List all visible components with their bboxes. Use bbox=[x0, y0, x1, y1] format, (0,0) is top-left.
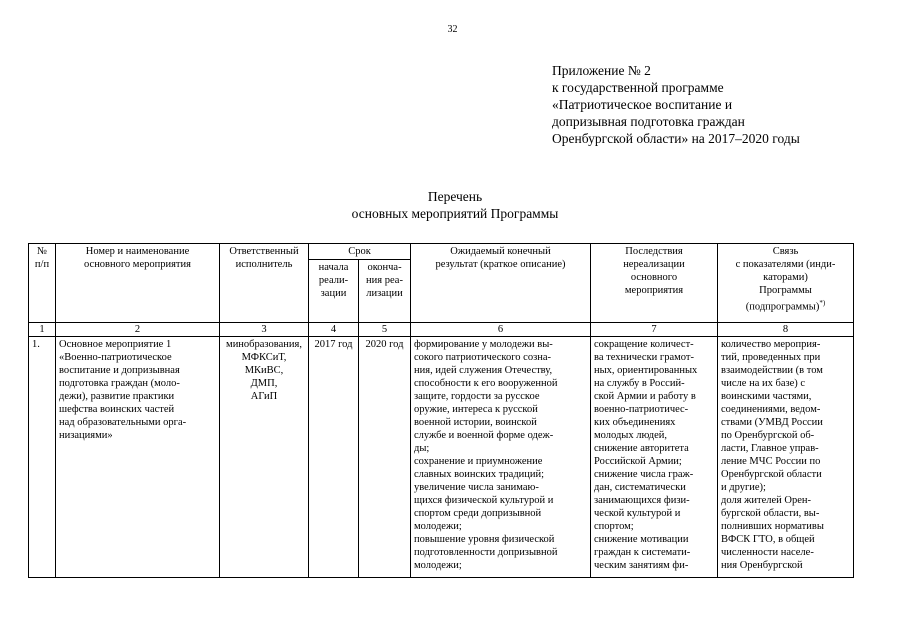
cell-line: увеличение числа занимаю- bbox=[414, 482, 539, 493]
cell-line: ния, идей служения Отечеству, bbox=[414, 365, 553, 376]
cell-line: ласти, Главное управ- bbox=[721, 443, 819, 454]
column-number: 1 bbox=[29, 323, 56, 337]
cell-line: военной истории, воинской bbox=[414, 417, 537, 428]
row-start-year: 2017 год bbox=[309, 337, 359, 578]
cell-line: над образовательными орга- bbox=[59, 417, 187, 428]
measures-table bbox=[28, 243, 854, 578]
cell-line: молодежи; bbox=[414, 521, 462, 532]
cell-line: ких объединениях bbox=[594, 417, 676, 428]
appendix-line: к государственной программе bbox=[552, 80, 724, 95]
cell-line: воинскими частями, bbox=[721, 391, 812, 402]
cell-line: Российской Армии; bbox=[594, 456, 682, 467]
cell-line: ческим занятиям фи- bbox=[594, 560, 689, 571]
header-text: Связь bbox=[772, 246, 799, 257]
cell-line: ных, ориентированных bbox=[594, 365, 698, 376]
header-row bbox=[29, 244, 854, 260]
cell-line: снижение мотивации bbox=[594, 534, 689, 545]
cell-line: снижение авторитета bbox=[594, 443, 689, 454]
header-text: каторами) bbox=[763, 272, 808, 283]
header-text: Ответственный bbox=[229, 246, 299, 257]
cell-line: подготовленности допризывной bbox=[414, 547, 558, 558]
header-text: оконча- bbox=[367, 262, 402, 273]
cell-line: дежи), развитие практики bbox=[59, 391, 175, 402]
header-text: мероприятия bbox=[624, 285, 684, 296]
header-consequences bbox=[591, 244, 718, 323]
cell-line: повышение уровня физической bbox=[414, 534, 555, 545]
cell-line: службе и военной форме одеж- bbox=[414, 430, 554, 441]
cell-line: граждан к системати- bbox=[594, 547, 691, 558]
footnote-marker: *) bbox=[819, 299, 826, 307]
cell-line: Оренбургской области bbox=[721, 469, 822, 480]
appendix-line: Оренбургской области» на 2017–2020 годы bbox=[552, 131, 800, 146]
appendix-line: допризывная подготовка граждан bbox=[552, 114, 745, 129]
cell-line: воспитание и допризывная bbox=[59, 365, 180, 376]
column-number: 7 bbox=[591, 323, 718, 337]
cell-line: снижение числа граж- bbox=[594, 469, 694, 480]
cell-line: способности к его вооруженной bbox=[414, 378, 558, 389]
cell-line: спортом; bbox=[594, 521, 634, 532]
cell-line: молодежи; bbox=[414, 560, 462, 571]
header-text: № bbox=[36, 246, 48, 257]
header-text: ния реа- bbox=[366, 275, 403, 286]
cell-line: минобразования, bbox=[226, 339, 302, 350]
header-text bbox=[721, 297, 850, 314]
header-link bbox=[718, 244, 854, 323]
cell-line: сокращение количест- bbox=[594, 339, 694, 350]
header-text: результат (краткое описание) bbox=[435, 259, 566, 270]
cell-line: численности населе- bbox=[721, 547, 814, 558]
header-text: реали- bbox=[318, 275, 349, 286]
header-text: основного мероприятия bbox=[84, 259, 191, 270]
cell-line: оружие, интереса к русской bbox=[414, 404, 538, 415]
header-text: основного bbox=[630, 272, 678, 283]
document-title bbox=[300, 188, 610, 222]
cell-line: занимающихся физи- bbox=[594, 495, 690, 506]
header-text: Ожидаемый конечный bbox=[450, 246, 551, 257]
cell-line: количество мероприя- bbox=[721, 339, 821, 350]
row-end-year: 2020 год bbox=[359, 337, 411, 578]
cell-line: формирование у молодежи вы- bbox=[414, 339, 553, 350]
header-executor bbox=[220, 244, 309, 323]
cell-line: бургской области, вы- bbox=[721, 508, 820, 519]
cell-line: и другие); bbox=[721, 482, 766, 493]
cell-line: славных воинских традиций; bbox=[414, 469, 545, 480]
cell-line: низациями» bbox=[59, 430, 113, 441]
cell-line: дан, систематически bbox=[594, 482, 686, 493]
row-number: 1. bbox=[29, 337, 56, 578]
cell-line: сокого патриотического созна- bbox=[414, 352, 551, 363]
title-line-2: основных мероприятий Программы bbox=[351, 206, 559, 221]
cell-line: тий, проведенных при bbox=[721, 352, 821, 363]
cell-line: доля жителей Орен- bbox=[721, 495, 812, 506]
cell-line: защите, гордости за русское bbox=[414, 391, 540, 402]
cell-line: ния Оренбургской bbox=[721, 560, 803, 571]
header-text: (подпрограммы) bbox=[745, 301, 820, 313]
header-name bbox=[56, 244, 220, 323]
header-term: Срок bbox=[309, 244, 411, 260]
row-expected-result bbox=[411, 337, 591, 578]
header-result bbox=[411, 244, 591, 323]
row-consequences bbox=[591, 337, 718, 578]
page-number: 32 bbox=[447, 24, 458, 35]
cell-line: ва технически грамот- bbox=[594, 352, 694, 363]
appendix-block bbox=[552, 62, 872, 147]
header-text: Программы bbox=[759, 285, 812, 296]
cell-line: МФКСиТ, bbox=[241, 352, 287, 363]
header-text: Номер и наименование bbox=[85, 246, 190, 257]
cell-line: ление МЧС России по bbox=[721, 456, 821, 467]
cell-line: военно-патриотичес- bbox=[594, 404, 689, 415]
header-text: п/п bbox=[34, 259, 50, 270]
appendix-line: «Патриотическое воспитание и bbox=[552, 97, 733, 112]
cell-line: взаимодействии (в том bbox=[721, 365, 823, 376]
cell-line: спортом среди допризывной bbox=[414, 508, 542, 519]
header-num bbox=[29, 244, 56, 323]
cell-line: ВФСК ГТО, в общей bbox=[721, 534, 815, 545]
header-end bbox=[359, 260, 411, 323]
cell-line: ды; bbox=[414, 443, 430, 454]
row-executor bbox=[220, 337, 309, 578]
cell-line: ческой культурой и bbox=[594, 508, 681, 519]
cell-line: подготовка граждан (моло- bbox=[59, 378, 180, 389]
header-start bbox=[309, 260, 359, 323]
cell-line: АГиП bbox=[250, 391, 278, 402]
cell-line: сохранение и приумножение bbox=[414, 456, 543, 467]
header-text: лизации bbox=[366, 288, 403, 299]
row-indicator-link bbox=[718, 337, 854, 578]
cell-line: полнивших нормативы bbox=[721, 521, 824, 532]
column-number: 6 bbox=[411, 323, 591, 337]
cell-line: ствами (УМВД России bbox=[721, 417, 823, 428]
cell-line: молодых людей, bbox=[594, 430, 668, 441]
header-text: с показателями (инди- bbox=[735, 259, 836, 270]
cell-line: «Военно-патриотическое bbox=[59, 352, 172, 363]
title-line-1: Перечень bbox=[427, 189, 483, 204]
cell-line: шефства воинских частей bbox=[59, 404, 175, 415]
header-text: исполнитель bbox=[235, 259, 293, 270]
appendix-line: Приложение № 2 bbox=[552, 63, 651, 78]
table-row bbox=[29, 337, 854, 578]
header-text: нереализации bbox=[623, 259, 685, 270]
column-number: 8 bbox=[718, 323, 854, 337]
cell-line: щихся физической культурой и bbox=[414, 495, 554, 506]
column-number: 5 bbox=[359, 323, 411, 337]
cell-line: числе на их базе) с bbox=[721, 378, 806, 389]
header-text: Последствия bbox=[625, 246, 683, 257]
cell-line: ской Армии и работу в bbox=[594, 391, 696, 402]
cell-line: на службу в Россий- bbox=[594, 378, 685, 389]
header-text: зации bbox=[320, 288, 347, 299]
cell-line: МКиВС, bbox=[244, 365, 284, 376]
cell-line: по Оренбургской об- bbox=[721, 430, 815, 441]
row-name bbox=[56, 337, 220, 578]
cell-line: Основное мероприятие 1 bbox=[59, 339, 172, 350]
cell-line: ДМП, bbox=[250, 378, 278, 389]
column-number: 3 bbox=[220, 323, 309, 337]
column-number-row bbox=[29, 323, 854, 337]
header-text: начала bbox=[318, 262, 349, 273]
column-number: 2 bbox=[56, 323, 220, 337]
column-number: 4 bbox=[309, 323, 359, 337]
cell-line: соединениями, ведом- bbox=[721, 404, 821, 415]
